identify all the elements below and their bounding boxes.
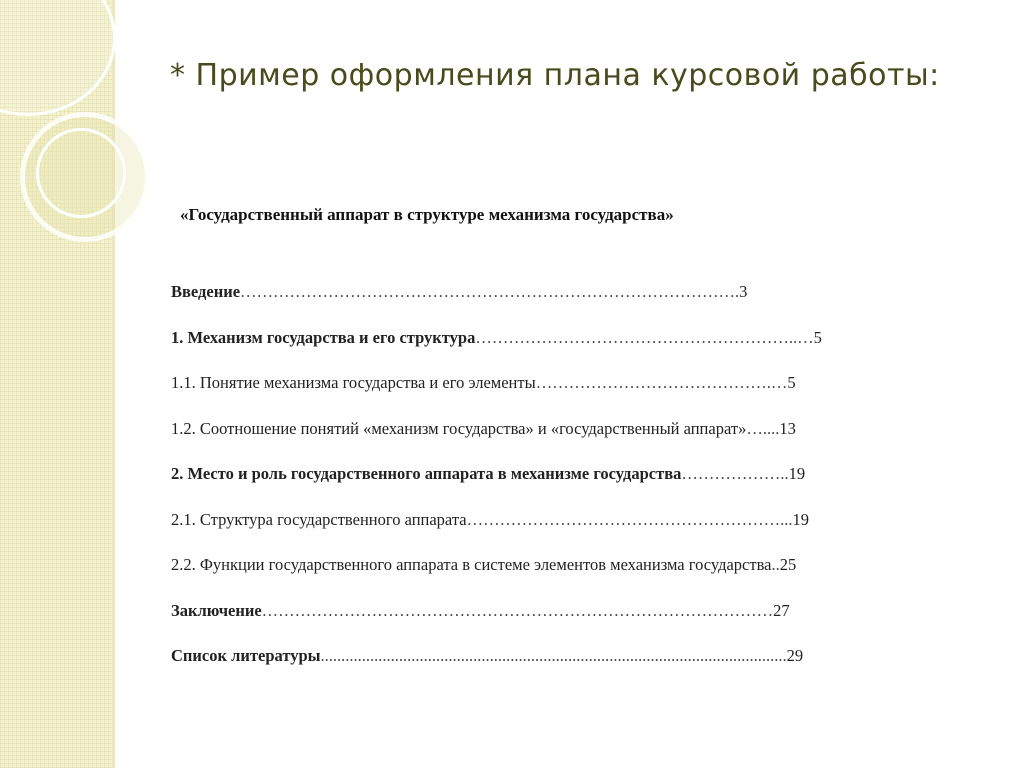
toc-label: 2.2. Функции государственного аппарата в системе элементов механизма государства: [171, 555, 772, 574]
toc-page: 5: [813, 327, 822, 347]
document-heading: «Государственный аппарат в структуре механизма государства»: [180, 205, 674, 224]
toc-page: 27: [773, 600, 790, 620]
toc-label: Введение: [171, 282, 241, 301]
toc-page: 19: [792, 509, 809, 529]
toc-dots: ………………..: [681, 464, 789, 483]
toc-label: 2.1. Структура государственного аппарата: [171, 509, 467, 529]
toc-dots: …………………………………………………………………………………: [261, 600, 774, 620]
toc-page: 5: [787, 373, 796, 392]
toc-page: 25: [779, 555, 797, 574]
toc-label: Список литературы: [171, 646, 321, 665]
toc-entry-conclusion: [171, 601, 931, 647]
toc-label: 1. Механизм государства и его структура: [171, 327, 476, 347]
toc-dots: …………………………………………………...: [466, 509, 793, 529]
toc-label: Заключение: [171, 600, 262, 620]
toc-page: 13: [779, 418, 796, 438]
toc-entry-section-1-1: [171, 373, 931, 419]
toc-entry-section-2-2: [171, 555, 931, 601]
toc-dots: …………………………………….…: [535, 373, 788, 392]
toc-entry-introduction: [171, 282, 931, 328]
toc-entry-chapter-1: [171, 328, 931, 374]
slide-title: * Пример оформления плана курсовой работы:: [170, 58, 940, 93]
toc-label: 2. Место и роль государственного аппарата в механизме государства: [171, 464, 682, 483]
toc-dots: .................................................................................................................: [320, 646, 787, 665]
toc-dots: ..: [771, 555, 780, 574]
table-of-contents: [171, 282, 931, 692]
toc-entry-section-1-2: [171, 419, 931, 465]
decorative-circle-inner: [36, 128, 126, 218]
strip-divider: [112, 0, 115, 768]
toc-label: 1.2. Соотношение понятий «механизм государства» и «государственный аппарат»: [171, 418, 747, 438]
toc-page: 19: [788, 464, 806, 483]
toc-entry-bibliography: [171, 646, 931, 692]
toc-page: 29: [786, 646, 804, 665]
toc-dots: …………………………………………………..…: [475, 327, 814, 347]
toc-page: 3: [739, 282, 748, 301]
toc-dots: …....: [746, 418, 780, 438]
toc-entry-section-2-1: [171, 510, 931, 556]
toc-entry-chapter-2: [171, 464, 931, 510]
toc-dots: ……………………………………………………………………………….: [240, 282, 740, 301]
toc-label: 1.1. Понятие механизма государства и его элементы: [171, 373, 536, 392]
